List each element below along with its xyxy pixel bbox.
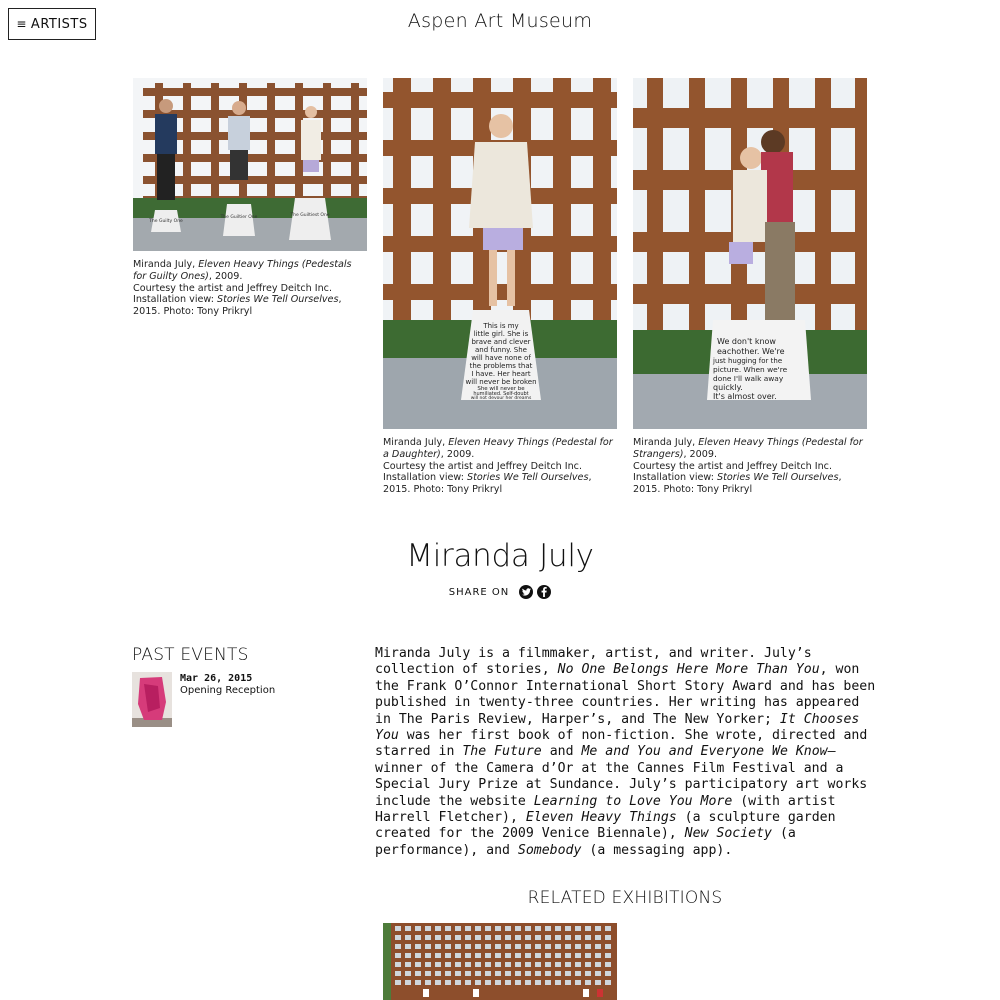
bio-text: was her first book of non-fiction. She wrote, directed and starred in [375,728,868,760]
bio-italic-title: The Future [462,744,542,760]
pedestal-text: The Guilty One [149,219,183,224]
svg-text:done I'll walk away: done I'll walk away [713,374,784,383]
svg-text:and funny. She: and funny. She [475,346,527,354]
bio-italic-title: It Chooses You [375,711,860,744]
artwork-photo[interactable] [133,78,367,251]
artwork-photo-image [383,78,617,429]
pedestal-text: The Guiltier One [220,215,258,220]
bio-text: (with artist Harrell Fletcher), [375,793,836,826]
site-title[interactable]: Aspen Art Museum [407,10,593,32]
bio-italic-title: Learning to Love You More [533,793,733,809]
artwork-caption: Miranda July, Eleven Heavy Things (Pedestal for Strangers), 2009. Courtesy the artist and Jeffrey Deitch Inc. Installation view: Stories We Tell Ourselves, 2015. Photo: Tony Prikryl [633,437,863,496]
svg-text:humiliated. Self-doubt: humiliated. Self-doubt [473,391,529,397]
event-date: Mar 26, 2015 [180,673,253,684]
gallery-item [383,78,617,496]
event-title: Opening Reception [180,685,276,696]
svg-text:quickly.: quickly. [713,383,743,392]
related-exhibitions-heading: RELATED EXHIBITIONS [527,888,723,908]
svg-text:It's almost over.: It's almost over. [713,392,777,401]
svg-text:little girl. She is: little girl. She is [473,330,529,338]
svg-text:I have. Her heart: I have. Her heart [471,370,531,378]
svg-text:picture. When we're: picture. When we're [713,365,788,374]
related-exhibition-thumbnail[interactable] [383,923,617,1000]
bio-italic-title: No One Belongs Here More Than You [557,662,820,678]
svg-text:the problems that: the problems that [469,362,533,370]
hamburger-icon: ≡ [16,17,27,31]
twitter-icon[interactable] [519,585,533,599]
svg-text:This is my: This is my [483,322,519,330]
artwork-photo[interactable] [633,78,867,429]
artists-menu-label: ARTISTS [30,16,88,32]
pedestal-text [712,337,788,401]
facebook-icon[interactable] [537,585,551,599]
bio-text: (a messaging app). [581,842,733,858]
svg-text:brave and clever: brave and clever [471,338,531,346]
event-text [180,672,275,727]
artwork-caption: Miranda July, Eleven Heavy Things (Pedestals for Guilty Ones), 2009. Courtesy the artist and Jeffrey Deitch Inc. Installation view: Stories We Tell Ourselves, 2015. Photo: Tony Prikryl [133,259,352,318]
svg-text:She will never be: She will never be [477,386,525,392]
related-exhibition-image [383,923,617,1000]
artist-bio [375,646,880,859]
artwork-photo-image [633,78,867,429]
bio-text: (a performance), and [375,826,796,858]
svg-text:just hugging for the: just hugging for the [713,357,783,365]
bio-text: Miranda July is a filmmaker, artist, and writer. July’s collection of stories, [375,646,812,678]
bio-italic-title: Somebody [517,842,582,858]
svg-text:will have none of: will have none of [471,354,531,362]
svg-text:will not devour her dreams: will not devour her dreams [470,396,532,401]
artwork-caption: Miranda July, Eleven Heavy Things (Pedestal for a Daughter), 2009. Courtesy the artist and Jeffrey Deitch Inc. Installation view: Stories We Tell Ourselves, 2015. Photo: Tony Prikryl [383,437,613,496]
bio-text: and [541,744,582,760]
bio-text: —winner of the Camera d’Or at the Cannes Film Festival and a Special Jury Prize at Sundance. July’s participatory art works include the website [375,744,868,809]
pedestal-text: The Guiltiest One [290,213,330,218]
svg-text:We don't know: We don't know [717,337,776,346]
svg-text:eachother. We're: eachother. We're [717,347,785,356]
share-label: SHARE ON [448,586,510,598]
artist-name: Miranda July [406,538,594,574]
bio-italic-title: New Society [684,826,772,842]
past-events-heading: PAST EVENTS [132,645,249,665]
event-thumbnail [132,672,172,727]
gallery-item [633,78,867,496]
bio-italic-title: Me and You and Everyone We Know [581,744,828,760]
gallery-item [133,78,367,318]
bio-text: (a sculpture garden created for the 2009 Venice Biennale), [375,810,836,842]
share-bar [0,585,1000,599]
event-item[interactable] [132,672,275,727]
svg-text:will never be broken: will never be broken [465,378,537,386]
artwork-photo[interactable] [383,78,617,429]
bio-italic-title: Eleven Heavy Things [525,810,677,826]
artwork-photo-image [133,78,367,251]
bio-text: , won the Frank O’Connor International Short Story Award and has been published in twenty-three countries. Her writing has appeared in The Paris Review, Harper’s, and The New Yorker; [375,662,876,727]
